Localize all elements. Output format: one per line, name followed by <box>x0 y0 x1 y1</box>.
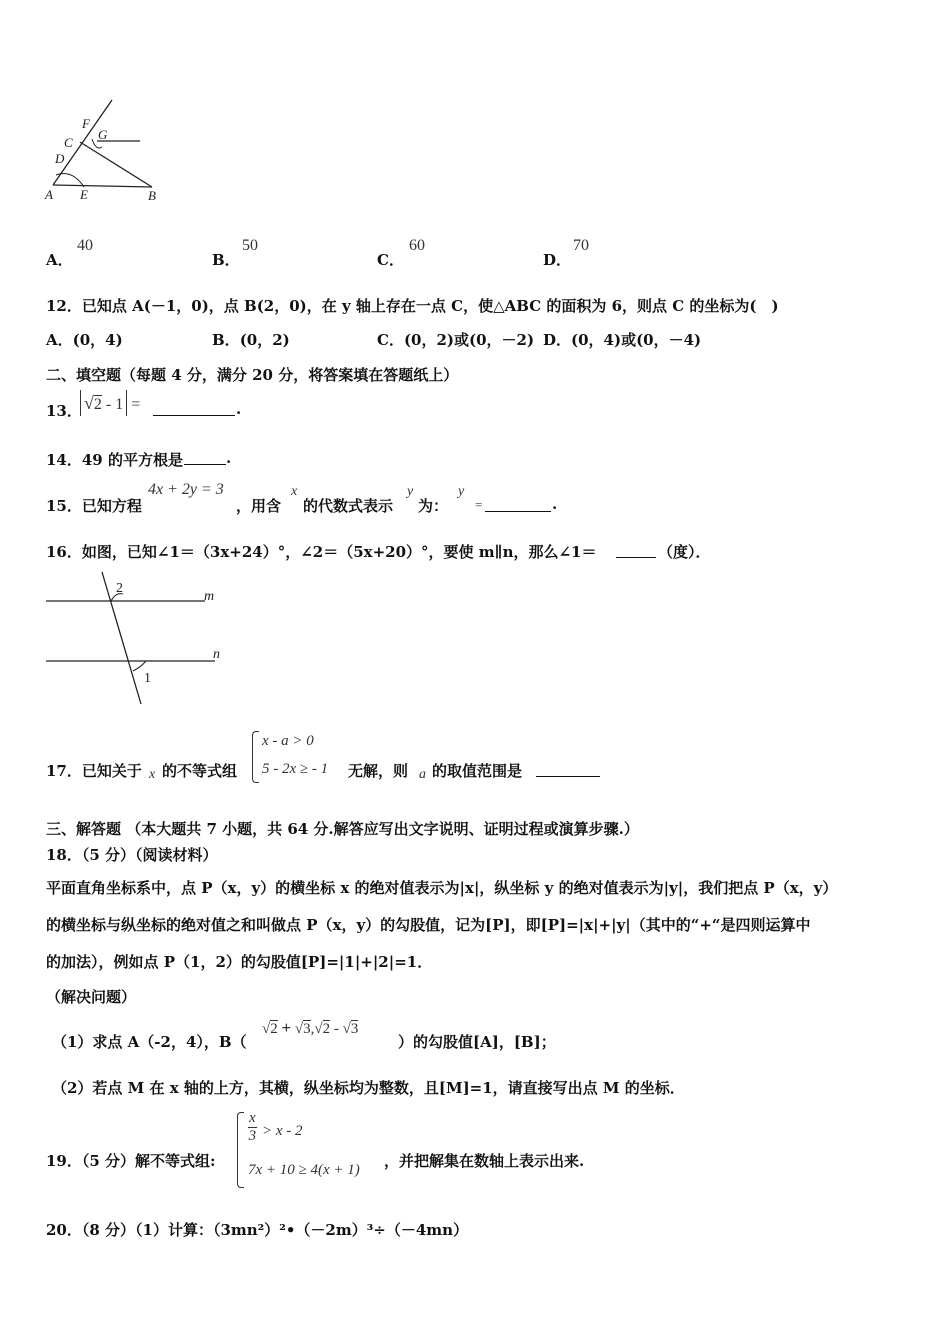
q15-equation: 4x + 2y = 3 <box>148 481 224 498</box>
q17-mid2: 无解，则 <box>348 762 409 780</box>
q11-option-d-value: 70 <box>573 237 589 254</box>
label-C: C <box>64 135 73 150</box>
q11-option-a-value: 40 <box>77 237 93 254</box>
sqrt-icon: √ <box>314 1021 323 1037</box>
section2-title: 二、填空题（每题 4 分，满分 20 分，将答案填在答题纸上） <box>46 366 459 384</box>
label-m: m <box>204 589 215 604</box>
q18-sub1-suffix: ）的勾股值[A]，[B]； <box>398 1033 556 1051</box>
q18-sub1-points: √2 + √3,√2 - √3 <box>262 1018 359 1037</box>
sqrt-icon: √ <box>294 1021 304 1037</box>
q19-prefix: 19．（5 分）解不等式组: <box>46 1152 216 1170</box>
q14-question: 14．49 的平方根是 <box>46 451 183 469</box>
q12-option-a: A．(0，4) <box>46 331 123 349</box>
q14-answer-blank[interactable] <box>184 450 226 469</box>
q17-prefix: 17．已知关于 <box>46 762 142 780</box>
q15-var-y: y <box>407 484 414 499</box>
q17-var-a: a <box>419 767 426 782</box>
q11-option-c-value: 60 <box>409 237 425 254</box>
q18-paragraph-line3: 的加法），例如点 P（1，2）的勾股值[P]=|1|+|2|=1． <box>46 953 433 971</box>
label-F: F <box>82 116 90 131</box>
q12-option-d: D．(0，4)或(0，－4) <box>543 331 702 349</box>
q19-suffix: ，并把解集在数轴上表示出来. <box>384 1152 585 1170</box>
q15-var-y2: y <box>458 484 465 499</box>
q13-number: 13． <box>46 402 82 420</box>
q18-heading: 18．（5 分）（阅读材料） <box>46 846 218 864</box>
q17-line1: x - a > 0 <box>262 733 314 749</box>
q15-mid1: ，用含 <box>236 497 282 515</box>
q17-var-x: x <box>149 767 156 782</box>
q17-answer-blank[interactable] <box>536 762 600 781</box>
q19-brace <box>237 1112 244 1188</box>
q18-solve-heading: （解决问题） <box>46 988 137 1006</box>
label-2: 2 <box>116 581 123 596</box>
q17-mid1: 的不等式组 <box>162 762 238 780</box>
q15-prefix: 15．已知方程 <box>46 497 142 515</box>
sqrt-icon: √ <box>84 393 94 413</box>
q15-answer-blank[interactable] <box>485 497 551 516</box>
q16-answer-blank[interactable] <box>616 543 656 562</box>
q13-expression: √2 - 1 = <box>80 390 140 416</box>
q15-mid3: 为： <box>418 497 449 515</box>
q12-option-c: C．(0，2)或(0，－2) <box>377 331 535 349</box>
q18-paragraph-line2: 的横坐标与纵坐标的绝对值之和叫做点 P（x，y）的勾股值，记为[P]，即[P]=|x|+|y|（其中的“+“是四则运算中 <box>46 916 811 934</box>
q11-option-a-letter: A． <box>46 251 73 269</box>
q19-line1-tail: > x - 2 <box>262 1123 303 1139</box>
q16-unit: （度）． <box>658 543 711 561</box>
q14-period: . <box>226 449 232 467</box>
q11-option-c-letter: C． <box>377 251 404 269</box>
q18-paragraph-line1: 平面直角坐标系中，点 P（x，y）的横坐标 x 的绝对值表示为|x|，纵坐标 y 的绝对值表示为|y|，我们把点 P（x，y） <box>46 879 838 897</box>
q11-figure <box>40 95 170 207</box>
q15-period: . <box>552 495 558 513</box>
q17-brace <box>252 731 259 783</box>
q18-sub2: （2）若点 M 在 x 轴的上方，其横，纵坐标均为整数，且[M]=1，请直接写出点 M 的坐标． <box>52 1079 685 1097</box>
q15-equals: = <box>475 497 483 512</box>
label-D: D <box>55 151 65 166</box>
label-B: B <box>148 188 156 203</box>
q16-question: 16．如图，已知∠1＝（3x+24）°，∠2＝（5x+20）°，要使 m∥n，那么∠1＝ <box>46 543 597 561</box>
q11-option-b-value: 50 <box>242 237 258 254</box>
q13-answer-blank[interactable] <box>153 401 235 420</box>
q15-var-x: x <box>291 484 298 499</box>
sqrt-icon: √ <box>342 1021 351 1037</box>
sqrt-icon: √ <box>262 1021 271 1037</box>
q19-line2: 7x + 10 ≥ 4(x + 1) <box>248 1162 360 1178</box>
q16-figure <box>40 568 230 710</box>
q11-option-d-letter: D． <box>543 251 572 269</box>
label-E: E <box>80 187 88 202</box>
q12-option-b: B．(0，2) <box>212 331 290 349</box>
q17-mid3: 的取值范围是 <box>432 762 523 780</box>
label-A: A <box>45 187 53 202</box>
label-n: n <box>213 647 220 662</box>
section3-title: 三、解答题 （本大题共 7 小题，共 64 分.解答应写出文字说明、证明过程或演算步骤.） <box>46 820 639 838</box>
q12-question: 12．已知点 A(－1，0)，点 B(2，0)，在 y 轴上存在一点 C，使△ABC 的面积为 6，则点 C 的坐标为( ) <box>46 297 779 315</box>
q19-fraction: x 3 <box>248 1110 257 1144</box>
q18-sub1-prefix: （1）求点 A（-2，4），B（ <box>52 1033 247 1051</box>
q15-mid2: 的代数式表示 <box>303 497 394 515</box>
q11-option-b-letter: B． <box>212 251 240 269</box>
q13-period: . <box>236 400 242 418</box>
q17-line2: 5 - 2x ≥ - 1 <box>262 761 329 777</box>
label-G: G <box>98 127 108 142</box>
label-1: 1 <box>144 671 151 686</box>
q20-question: 20．（8 分）（1）计算：（3mn²）²•（－2m）³÷（－4mn） <box>46 1221 469 1239</box>
